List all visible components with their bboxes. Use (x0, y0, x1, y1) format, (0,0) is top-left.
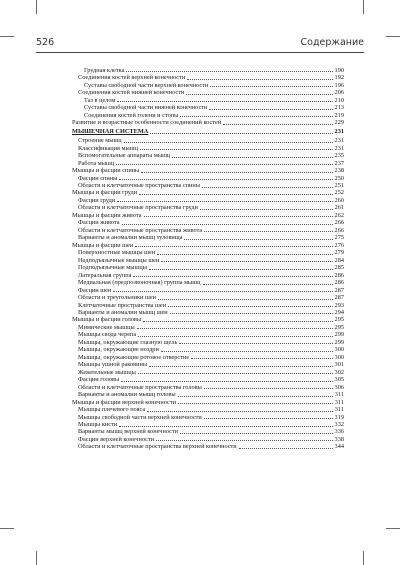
dot-leader (117, 200, 332, 202)
toc-entry-title: Варианты и аномалии мышц туловища (78, 234, 183, 242)
toc-entry[interactable] (72, 257, 344, 264)
toc-entry-title: Классификация мышц (78, 144, 138, 152)
dot-leader (138, 372, 333, 374)
toc-entry[interactable] (72, 316, 344, 323)
dot-leader (158, 298, 333, 300)
dot-leader (122, 223, 333, 225)
toc-entry-page: 293 (334, 301, 344, 309)
toc-entry-page: 275 (334, 234, 344, 242)
toc-entry[interactable] (72, 112, 344, 119)
dot-leader (138, 335, 332, 337)
toc-entry-page: 336 (334, 428, 344, 436)
toc-entry[interactable] (72, 89, 344, 96)
toc-entry-title: Мышцы свода черепа (78, 331, 137, 339)
toc-entry-title: Мышцы, окружающие глазную щель (78, 338, 178, 346)
toc-entry[interactable] (72, 302, 344, 309)
toc-entry-title: Мышцы плечевого пояса (78, 406, 146, 414)
dot-leader (140, 148, 333, 150)
dot-leader (133, 275, 332, 277)
toc-entry[interactable] (72, 384, 344, 391)
toc-entry-page: 276 (334, 241, 344, 249)
toc-entry[interactable] (72, 219, 344, 226)
toc-entry[interactable] (72, 74, 344, 81)
toc-entry-title: Строение мышц (78, 137, 122, 145)
toc-entry-page: 332 (334, 421, 344, 429)
page-number: 526 (36, 37, 55, 48)
dot-leader (147, 410, 333, 412)
dot-leader (239, 447, 333, 449)
dot-leader (209, 108, 332, 110)
dot-leader (116, 163, 332, 165)
toc-entry-page: 266 (334, 219, 344, 227)
toc-entry-page: 300 (334, 353, 344, 361)
crop-mark (36, 551, 37, 565)
toc-entry[interactable] (72, 160, 344, 167)
toc-entry-title: Варианты мышц верхней конечности (78, 428, 179, 436)
toc-entry-page: 286 (334, 271, 344, 279)
toc-entry[interactable] (72, 152, 344, 159)
toc-entry-page: 284 (334, 256, 344, 264)
toc-entry-page: 231 (334, 144, 344, 152)
dot-leader (119, 425, 332, 427)
dot-leader (170, 312, 333, 314)
toc-entry-page: 213 (334, 104, 344, 112)
dot-leader (202, 186, 333, 188)
dot-leader (150, 132, 332, 134)
toc-entry-title: Варианты и аномалии мышц шеи (78, 308, 168, 316)
toc-entry-page: 299 (334, 338, 344, 346)
toc-entry[interactable] (72, 414, 344, 421)
toc-entry-title: Мышцы и фасции шеи (72, 241, 134, 249)
toc-entry-title: Области и клетчаточные пространства живота (78, 226, 203, 234)
dot-leader (204, 417, 333, 419)
toc-entry[interactable] (72, 190, 344, 197)
toc-entry-page: 311 (334, 406, 344, 414)
toc-entry-page: 319 (334, 413, 344, 421)
toc-entry-title: Мышцы и фасции верхней конечности (72, 398, 176, 406)
dot-leader (161, 260, 332, 262)
toc-entry-title: Области и клетчаточные пространства верхней конечности (78, 443, 237, 451)
toc-entry[interactable] (72, 234, 344, 241)
dot-leader (156, 439, 333, 441)
dot-leader (126, 70, 332, 72)
dot-leader (203, 283, 333, 285)
toc-entry-title: Развитие и возрастные особенности соединений костей (72, 119, 222, 127)
toc-entry[interactable] (72, 421, 344, 428)
toc-entry[interactable] (72, 361, 344, 368)
toc-entry[interactable] (72, 227, 344, 234)
toc-entry-page: 301 (334, 361, 344, 369)
dot-leader (204, 387, 333, 389)
dot-leader (223, 123, 332, 125)
dot-leader (117, 100, 332, 102)
dot-leader (200, 208, 333, 210)
toc-entry-title: Таз в целом (84, 96, 116, 104)
dot-leader (149, 365, 332, 367)
toc-entry-page: 286 (334, 279, 344, 287)
toc-entry-page: 206 (334, 89, 344, 97)
dot-leader (144, 215, 333, 217)
toc-entry[interactable] (72, 279, 344, 286)
toc-entry[interactable] (72, 175, 344, 182)
toc-entry-page: 196 (334, 81, 344, 89)
dot-leader (119, 178, 332, 180)
dot-leader (191, 357, 332, 359)
crop-mark (386, 528, 400, 529)
toc-entry-title: Мышцы и фасции спины (72, 167, 140, 175)
crop-mark (36, 0, 37, 14)
toc-entry-title: Надподъязычные мышцы шеи (78, 256, 160, 264)
toc-entry-page: 252 (334, 189, 344, 197)
toc-entry[interactable] (72, 354, 344, 361)
dot-leader (124, 141, 333, 143)
toc-entry-page: 190 (334, 66, 344, 74)
toc-entry-title: Мышцы, окружающие ротовое отверстие (78, 353, 190, 361)
toc-entry-title: Грудная клетка (84, 66, 125, 74)
toc-entry[interactable] (72, 97, 344, 104)
toc-entry-title: Поверхностные мышцы шеи (78, 249, 156, 257)
toc-entry-title: Соединения костей верхней конечности (78, 74, 186, 82)
toc-entry-page: 295 (334, 323, 344, 331)
toc-entry[interactable] (72, 391, 344, 398)
toc-entry[interactable] (72, 197, 344, 204)
toc-entry-page: 299 (334, 331, 344, 339)
toc-entry[interactable] (72, 369, 344, 376)
toc-entry[interactable] (72, 324, 344, 331)
toc-entry[interactable] (72, 339, 344, 346)
toc-entry-title: Фасции шеи (78, 286, 112, 294)
toc-entry[interactable] (72, 119, 344, 126)
toc-entry-page: 295 (334, 316, 344, 324)
toc-entry-page: 279 (334, 249, 344, 257)
toc-entry[interactable] (72, 406, 344, 413)
crop-mark (363, 0, 364, 14)
dot-leader (172, 156, 332, 158)
toc-entry-title: Суставы свободной части верхней конечности (84, 81, 209, 89)
toc-entry-page: 237 (334, 159, 344, 167)
toc-entry[interactable] (72, 346, 344, 353)
toc-entry[interactable] (72, 137, 344, 144)
toc-entry-title: Жевательные мышцы (78, 368, 136, 376)
toc-entry-page: 219 (334, 111, 344, 119)
dot-leader (180, 432, 333, 434)
toc-entry-page: 306 (334, 383, 344, 391)
toc-entry-title: Фасции головы (78, 376, 120, 384)
dot-leader (204, 230, 332, 232)
toc-entry-title: Вспомогательные аппараты мышц (78, 152, 171, 160)
crop-mark (363, 551, 364, 565)
dot-leader (113, 290, 332, 292)
toc-entry-title: Мышцы свободной части верхней конечности (78, 413, 202, 421)
toc-section-heading[interactable] (72, 128, 344, 135)
toc-entry-title: Области и треугольники шеи (78, 294, 156, 302)
toc-entry[interactable] (72, 436, 344, 443)
toc-entry[interactable] (72, 443, 344, 450)
dot-leader (157, 253, 332, 255)
toc-entry-title: Мышцы, окружающие ноздри (78, 346, 159, 354)
toc-entry-page: 262 (334, 211, 344, 219)
dot-leader (210, 85, 332, 87)
dot-leader (184, 238, 332, 240)
crop-mark (386, 36, 400, 37)
toc-entry-title: Варианты и аномалии мышц головы (78, 391, 176, 399)
toc-entry-page: 300 (334, 346, 344, 354)
toc-entry-title: Области и клетчаточные пространства груди (78, 204, 198, 212)
toc-entry-title: Медиальная (предпозвоночная) группа мышц (78, 279, 201, 287)
toc-entry-title: Мышцы и фасции груди (72, 189, 138, 197)
toc-entry-page: 285 (334, 264, 344, 272)
toc-entry[interactable] (72, 204, 344, 211)
toc-entry-page: 251 (334, 182, 344, 190)
toc-entry-title: Работа мышц (78, 159, 115, 167)
toc-entry[interactable] (72, 67, 344, 74)
dot-leader (178, 402, 333, 404)
running-header (36, 30, 364, 53)
toc-entry-title: Фасции спины (78, 174, 118, 182)
toc-entry-page: 250 (334, 174, 344, 182)
toc-entry-page: 311 (334, 391, 344, 399)
toc-entry-page: 192 (334, 74, 344, 82)
dot-leader (141, 171, 332, 173)
toc-entry-page: 305 (334, 376, 344, 384)
toc-entry-title: Фасции верхней конечности (78, 435, 155, 443)
toc-entry[interactable] (72, 249, 344, 256)
dot-leader (180, 115, 332, 117)
toc-entry[interactable] (72, 145, 344, 152)
toc-entry-title: Области и клетчаточные пространства спины (78, 182, 201, 190)
toc-entry[interactable] (72, 429, 344, 436)
table-of-contents (72, 67, 344, 451)
toc-entry-page: 266 (334, 226, 344, 234)
toc-entry-page: 235 (334, 152, 344, 160)
toc-entry[interactable] (72, 212, 344, 219)
toc-entry[interactable] (72, 167, 344, 174)
dot-leader (149, 268, 333, 270)
dot-leader (143, 320, 332, 322)
dot-leader (186, 93, 332, 95)
toc-entry-title: Мышцы ушной раковины (78, 361, 148, 369)
toc-entry[interactable] (72, 331, 344, 338)
dot-leader (187, 78, 332, 80)
toc-entry-page: 261 (334, 204, 344, 212)
toc-entry[interactable] (72, 182, 344, 189)
dot-leader (178, 395, 333, 397)
toc-entry-page: 311 (334, 398, 344, 406)
toc-entry-page: 287 (334, 294, 344, 302)
toc-entry[interactable] (72, 309, 344, 316)
toc-entry-title: Мышцы и фасции живота (72, 211, 142, 219)
dot-leader (161, 350, 333, 352)
toc-entry[interactable] (72, 82, 344, 89)
dot-leader (137, 327, 333, 329)
toc-entry-title: Клетчаточные пространства шеи (78, 301, 167, 309)
toc-entry[interactable] (72, 376, 344, 383)
crop-mark (0, 36, 14, 37)
toc-entry-title: Области и клетчаточные пространства головы (78, 383, 202, 391)
toc-entry-title: Фасции груди (78, 196, 116, 204)
toc-entry[interactable] (72, 264, 344, 271)
toc-entry-page: 344 (334, 443, 344, 451)
toc-entry-title: Соединения костей нижней конечности (78, 89, 185, 97)
toc-entry-page: 287 (334, 286, 344, 294)
toc-entry-title: Мышцы кисти (78, 421, 118, 429)
toc-entry-title: Мимические мышцы (78, 323, 135, 331)
running-title: Содержание (300, 37, 364, 48)
toc-entry-title: Латеральная группа (78, 271, 132, 279)
toc-entry-title: Фасции живота (78, 219, 120, 227)
toc-entry-title: Подподъязычные мышцы (78, 264, 147, 272)
toc-entry-title: МЫШЕЧНАЯ СИСТЕМА (72, 128, 149, 136)
toc-entry-page: 238 (334, 167, 344, 175)
dot-leader (139, 193, 332, 195)
toc-entry-page: 294 (334, 308, 344, 316)
toc-entry[interactable] (72, 242, 344, 249)
toc-entry[interactable] (72, 272, 344, 279)
crop-mark (0, 528, 14, 529)
toc-entry-title: Соединения костей голени и стопы (84, 111, 179, 119)
toc-entry-title: Суставы свободной части нижней конечности (84, 104, 208, 112)
dot-leader (121, 380, 332, 382)
toc-entry-title: Мышцы и фасции головы (72, 316, 142, 324)
dot-leader (168, 305, 332, 307)
toc-entry-page: 231 (334, 137, 344, 145)
toc-entry-page: 229 (334, 119, 344, 127)
dot-leader (179, 342, 332, 344)
dot-leader (135, 245, 332, 247)
toc-entry[interactable] (72, 399, 344, 406)
toc-entry[interactable] (72, 287, 344, 294)
toc-entry[interactable] (72, 104, 344, 111)
toc-entry-page: 260 (334, 196, 344, 204)
toc-entry-page: 231 (334, 128, 344, 136)
toc-entry[interactable] (72, 294, 344, 301)
toc-entry-page: 210 (334, 96, 344, 104)
toc-entry-page: 338 (334, 435, 344, 443)
toc-entry-page: 302 (334, 368, 344, 376)
